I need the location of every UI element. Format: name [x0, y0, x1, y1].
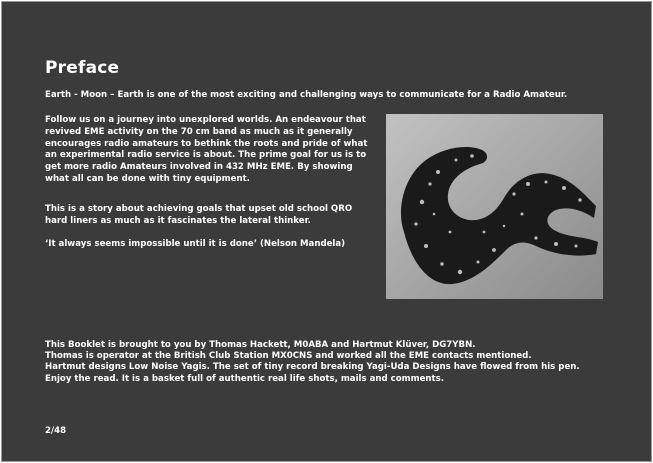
wrench-sculpture-icon: [386, 114, 603, 299]
credits-line: Enjoy the read. It is a basket full of authentic real life shots, mails and comments.: [45, 373, 445, 384]
credits-line: This Booklet is brought to you by Thomas Hackett, M0ABA and Hartmut Klüver, DG7YBN.: [45, 340, 476, 350]
quote-paragraph: ‘It always seems impossible until it is done’ (Nelson Mandela): [45, 239, 346, 249]
booklet-page: [1, 1, 652, 462]
intro-paragraph: Follow us on a journey into unexplored worlds. An endeavour that revived EME activity on the 70 cm band as much as it generally encourages radio amateurs to bethink the roots and pride of what an experimental radio service is about. The prime goal for us is to get more radio Amateurs involved in 432 MHz EME. By showing what all can be done with tiny equipment.: [45, 115, 368, 184]
credits-line: Hartmut designs Low Noise Yagis. The set of tiny record breaking Yagi-Uda Designs have flowed from his pen.: [45, 362, 580, 373]
page-title: Preface: [45, 58, 120, 78]
footer-credits: [45, 340, 635, 385]
page-number: 2/48: [45, 426, 67, 436]
wrench-photo: [386, 114, 603, 299]
credits-line: Thomas is operator at the British Club Station MX0CNS and worked all the EME contacts mentioned.: [45, 351, 532, 362]
story-paragraph: This is a story about achieving goals that upset old school QRO hard liners as much as it fascinates the lateral thinker.: [45, 204, 353, 226]
subtitle: Earth - Moon – Earth is one of the most exciting and challenging ways to communicate for a Radio Amateur.: [45, 90, 568, 100]
